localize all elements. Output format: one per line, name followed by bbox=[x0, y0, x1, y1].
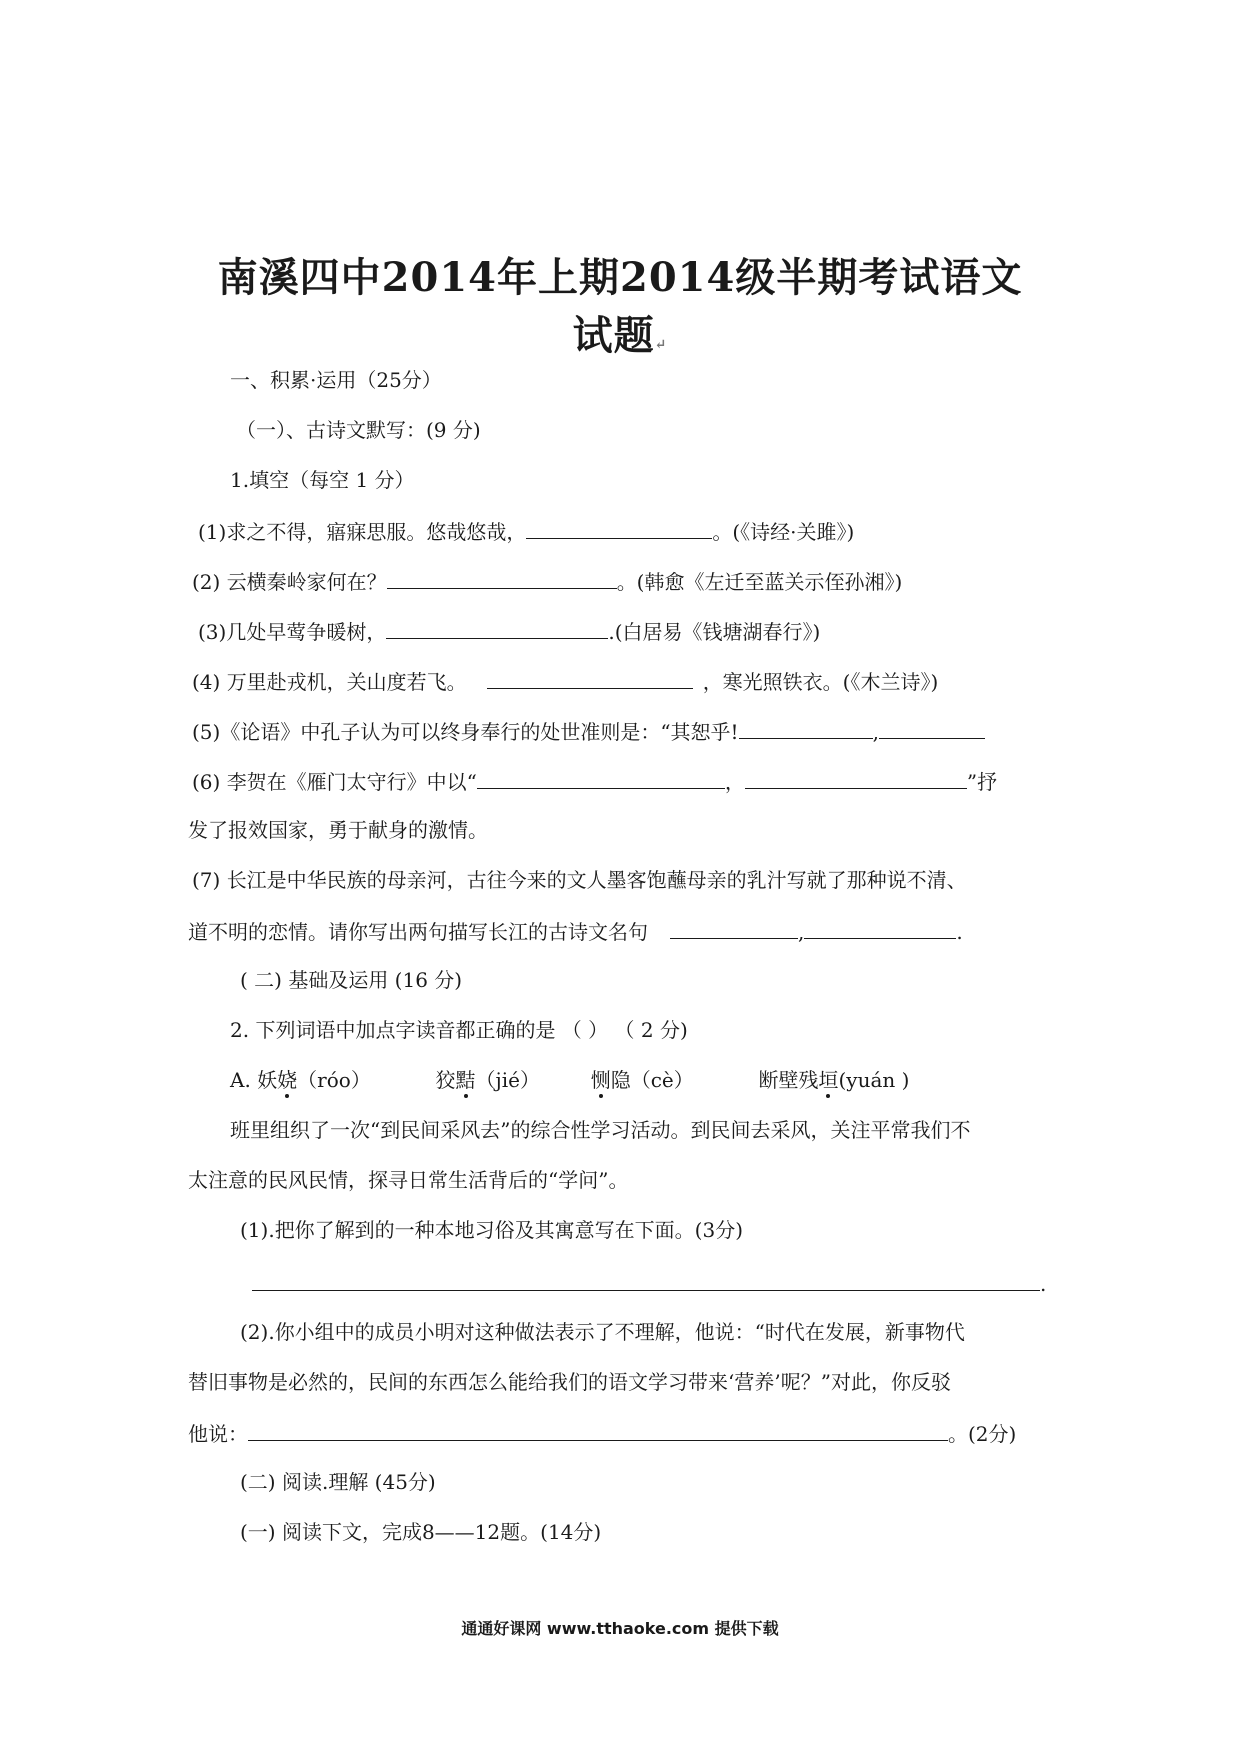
fill-item-7: (7) 长江是中华民族的母亲河，古往今来的文人墨客饱蘸母亲的乳汁写就了那种说不清、 bbox=[192, 868, 967, 892]
word-4 bbox=[758, 1068, 909, 1092]
exam-title-line2 bbox=[180, 304, 1060, 361]
fill-item-7-text: 道不明的恋情。请你写出两句描写长江的古诗文名句 bbox=[188, 920, 648, 944]
fill-item-6-text: (6) 李贺在《雁门太守行》中以“ bbox=[192, 770, 477, 794]
paragraph-return-mark: ↵ bbox=[654, 337, 668, 353]
question-2: 2. 下列词语中加点字读音都正确的是 （ ） （ 2 分) bbox=[230, 1018, 688, 1042]
word-1-dotted-char: 娆 bbox=[277, 1068, 298, 1092]
fill-item-7-period: . bbox=[956, 920, 963, 944]
reply-score: 。(2分) bbox=[948, 1422, 1017, 1446]
activity-paragraph-line2: 太注意的民风民情，探寻日常生活背后的“学问”。 bbox=[188, 1168, 629, 1192]
activity-question-1-answer bbox=[252, 1268, 1046, 1298]
section1-sub1: （一）、古诗文默写：(9 分) bbox=[236, 418, 481, 442]
answer-blank[interactable] bbox=[804, 916, 956, 939]
word-1-pinyin: （róo） bbox=[297, 1068, 371, 1092]
word-3 bbox=[591, 1068, 694, 1092]
section2-sub1: (一) 阅读下文，完成8——12题。(14分) bbox=[240, 1520, 602, 1544]
answer-blank[interactable] bbox=[745, 766, 967, 789]
exam-title-line1: 南溪四中2014年上期2014级半期考试语文 bbox=[217, 254, 1023, 301]
word-2-pinyin: （jié） bbox=[475, 1068, 540, 1092]
fill-item-6-comma: ， bbox=[724, 770, 745, 794]
option-a-label: A. bbox=[230, 1068, 251, 1092]
fill-item-3-text: (3)几处早莺争暖树， bbox=[198, 620, 387, 644]
word-4-chars: 断壁残 bbox=[758, 1068, 819, 1092]
answer-blank[interactable] bbox=[487, 666, 693, 689]
word-4-pinyin: (yuán ) bbox=[838, 1068, 910, 1092]
word-3-dotted-char: 恻 bbox=[590, 1068, 611, 1092]
fill-item-1-text: (1)求之不得，寤寐思服。悠哉悠哉， bbox=[198, 520, 527, 544]
section1-heading: 一、积累·运用（25分） bbox=[230, 368, 442, 392]
footer-source: 通通好课网 www.tthaoke.com 提供下载 bbox=[461, 1619, 779, 1638]
word-1-char: 妖 bbox=[257, 1068, 278, 1092]
fill-item-6-cont: 发了报效国家，勇于献身的激情。 bbox=[188, 818, 488, 842]
fill-item-1 bbox=[198, 516, 854, 546]
word-2 bbox=[436, 1068, 540, 1092]
fill-item-6-tail: ”抒 bbox=[966, 770, 998, 794]
answer-blank[interactable] bbox=[387, 566, 617, 589]
fill-item-4-source: ，寒光照铁衣。(《木兰诗》) bbox=[702, 670, 939, 694]
word-2-dotted-char: 黠 bbox=[455, 1068, 476, 1092]
word-3-char: 隐 bbox=[610, 1068, 631, 1092]
fill-item-6 bbox=[192, 766, 997, 796]
word-4-dotted-char: 垣 bbox=[818, 1068, 839, 1092]
activity-question-2-line2: 替旧事物是必然的，民间的东西怎么能给我们的语文学习带来‘营养’呢？”对此，你反驳 bbox=[188, 1370, 951, 1394]
fill-item-1-source: 。(《诗经·关雎》) bbox=[712, 520, 855, 544]
question-2-option-a bbox=[230, 1066, 909, 1094]
section1-sub2: ( 二) 基础及运用 (16 分) bbox=[240, 968, 463, 992]
activity-question-1: (1).把你了解到的一种本地习俗及其寓意写在下面。(3分) bbox=[240, 1218, 744, 1242]
answer-line-end: . bbox=[1040, 1272, 1047, 1296]
fill-item-5-comma: , bbox=[872, 720, 879, 744]
activity-question-2-line3 bbox=[188, 1418, 1016, 1448]
section2-heading: (二) 阅读.理解 (45分) bbox=[240, 1470, 436, 1494]
fill-item-2-text: (2) 云横秦岭家何在？ bbox=[192, 570, 387, 594]
fill-item-4 bbox=[192, 666, 938, 696]
answer-blank[interactable] bbox=[386, 616, 608, 639]
fill-item-7-comma: , bbox=[798, 920, 805, 944]
word-3-pinyin: （cè） bbox=[630, 1068, 694, 1092]
fill-item-5 bbox=[192, 716, 985, 746]
fill-item-2 bbox=[192, 566, 902, 596]
fill-item-3 bbox=[198, 616, 820, 646]
answer-blank[interactable] bbox=[739, 716, 873, 739]
question-1: 1.填空（每空 1 分） bbox=[230, 468, 415, 492]
reply-prompt: 他说： bbox=[188, 1422, 248, 1446]
fill-item-3-source: .(白居易《钱塘湖春行》) bbox=[608, 620, 821, 644]
fill-item-4-text: (4) 万里赴戎机，关山度若飞。 bbox=[192, 670, 467, 694]
fill-item-2-source: 。(韩愈《左迁至蓝关示侄孙湘》) bbox=[616, 570, 903, 594]
word-2-char: 狡 bbox=[435, 1068, 456, 1092]
activity-paragraph-line1: 班里组织了一次“到民间采风去”的综合性学习活动。到民间去采风，关注平常我们不 bbox=[230, 1118, 971, 1142]
answer-blank[interactable] bbox=[526, 516, 712, 539]
exam-title-text: 试题 bbox=[572, 312, 655, 359]
answer-blank[interactable] bbox=[670, 916, 798, 939]
answer-blank[interactable] bbox=[879, 716, 985, 739]
activity-question-2-line1: (2).你小组中的成员小明对这种做法表示了不理解，他说：“时代在发展，新事物代 bbox=[240, 1320, 965, 1344]
fill-item-7-cont bbox=[188, 916, 963, 946]
answer-blank[interactable] bbox=[477, 766, 725, 789]
word-1 bbox=[257, 1068, 371, 1092]
answer-blank[interactable] bbox=[248, 1418, 948, 1441]
answer-blank[interactable] bbox=[252, 1268, 1040, 1291]
fill-item-5-text: (5)《论语》中孔子认为可以终身奉行的处世准则是：“其恕乎! bbox=[192, 720, 739, 744]
